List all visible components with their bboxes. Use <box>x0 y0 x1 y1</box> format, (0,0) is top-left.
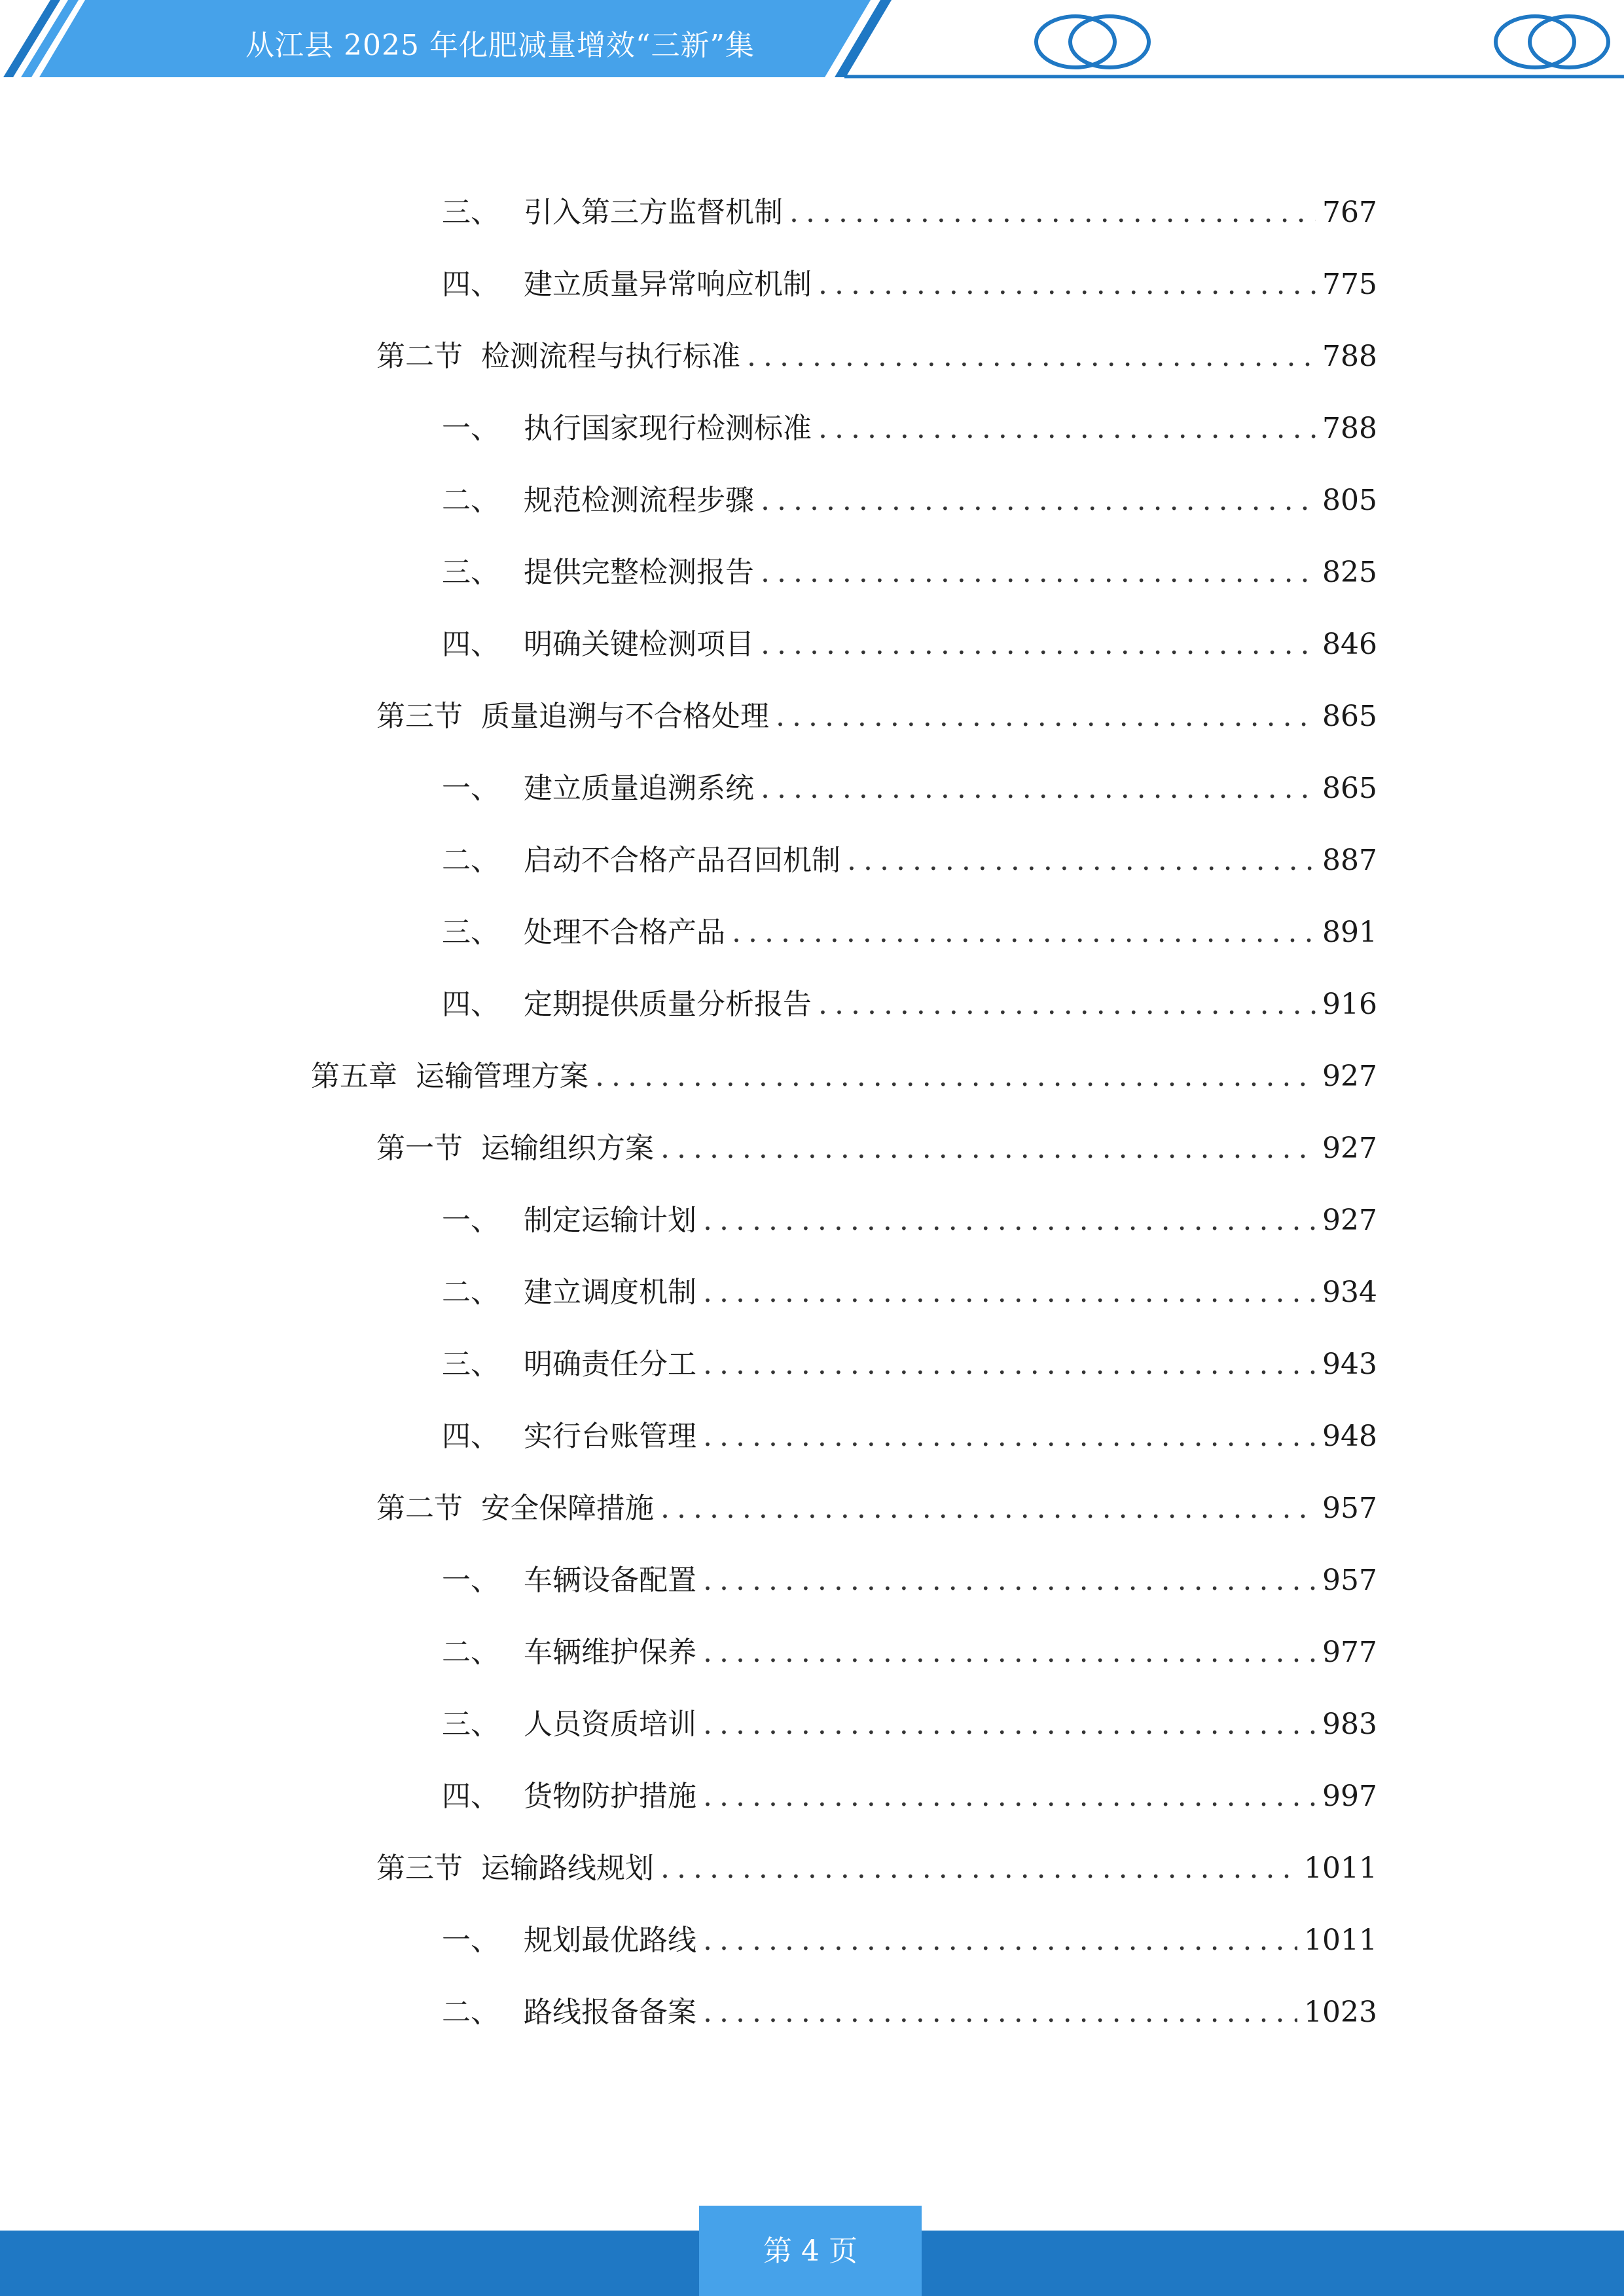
toc-entry-page: 983 <box>1322 1708 1377 1741</box>
toc-entry-title: 规范检测流程步骤 <box>524 484 754 517</box>
toc-entry[interactable] <box>442 1342 1377 1388</box>
toc-entry-page: 948 <box>1322 1420 1377 1453</box>
toc-entry-number: 第二节 <box>376 340 463 373</box>
toc-entry-number: 第一节 <box>376 1132 463 1165</box>
toc-dot-leader <box>761 622 1316 668</box>
toc-dot-leader <box>703 1558 1316 1604</box>
toc-entry-title: 明确关键检测项目 <box>524 628 754 661</box>
toc-entry-page: 865 <box>1322 772 1377 805</box>
toc-entry-number: 三、 <box>442 196 499 229</box>
toc-entry-number: 四、 <box>442 1780 499 1813</box>
toc-dot-leader <box>703 1414 1316 1460</box>
toc-entry-title: 执行国家现行检测标准 <box>524 412 812 445</box>
toc-entry-title: 运输组织方案 <box>481 1132 654 1165</box>
toc-entry[interactable] <box>442 550 1377 596</box>
toc-entry-page: 957 <box>1322 1492 1377 1525</box>
toc-dot-leader <box>818 406 1316 452</box>
toc-entry[interactable] <box>442 262 1377 308</box>
toc-entry-title: 制定运输计划 <box>524 1204 696 1237</box>
toc-entry-page: 916 <box>1322 988 1377 1021</box>
toc-entry[interactable] <box>442 1774 1377 1820</box>
toc-entry-title: 建立调度机制 <box>524 1276 696 1309</box>
toc-entry[interactable] <box>442 406 1377 452</box>
toc-entry-number: 三、 <box>442 1708 499 1741</box>
toc-entry-page: 934 <box>1322 1276 1377 1309</box>
toc-entry-title: 人员资质培训 <box>524 1708 696 1741</box>
toc-entry[interactable] <box>442 478 1377 524</box>
toc-dot-leader <box>847 838 1316 884</box>
toc-entry[interactable] <box>376 1846 1377 1892</box>
toc-entry-number: 二、 <box>442 1996 499 2029</box>
toc-entry-page: 1011 <box>1304 1852 1377 1885</box>
toc-dot-leader <box>818 982 1316 1028</box>
toc-entry-title: 建立质量追溯系统 <box>524 772 754 805</box>
toc-entry-page: 788 <box>1322 412 1377 445</box>
toc-dot-leader <box>732 910 1316 956</box>
toc-entry-number: 第二节 <box>376 1492 463 1525</box>
toc-dot-leader <box>818 262 1316 308</box>
toc-dot-leader <box>761 550 1316 596</box>
toc-entry-number: 二、 <box>442 1276 499 1309</box>
toc-entry-page: 846 <box>1322 628 1377 661</box>
toc-entry[interactable] <box>311 1054 1377 1100</box>
toc-entry[interactable] <box>442 982 1377 1028</box>
toc-entry-number: 一、 <box>442 1564 499 1597</box>
toc-entry-number: 一、 <box>442 772 499 805</box>
toc-entry-title: 质量追溯与不合格处理 <box>481 700 769 733</box>
toc-entry[interactable] <box>376 334 1377 380</box>
toc-entry-number: 四、 <box>442 1420 499 1453</box>
toc-entry-page: 805 <box>1322 484 1377 517</box>
toc-entry-number: 三、 <box>442 916 499 949</box>
toc-entry[interactable] <box>442 1990 1377 2036</box>
toc-entry-title: 明确责任分工 <box>524 1348 696 1381</box>
toc-entry-number: 二、 <box>442 1636 499 1669</box>
double-ring-icon <box>1036 16 1149 67</box>
toc-entry-title: 规划最优路线 <box>524 1924 696 1957</box>
toc-entry[interactable] <box>442 910 1377 956</box>
toc-entry[interactable] <box>442 1702 1377 1748</box>
toc-entry-number: 四、 <box>442 268 499 301</box>
toc-dot-leader <box>703 1342 1316 1388</box>
toc-entry-page: 977 <box>1322 1636 1377 1669</box>
toc-entry[interactable] <box>442 1414 1377 1460</box>
toc-dot-leader <box>703 1702 1316 1748</box>
toc-dot-leader <box>703 1990 1297 2036</box>
toc-entry-title: 建立质量异常响应机制 <box>524 268 812 301</box>
toc-entry-number: 二、 <box>442 844 499 877</box>
toc-dot-leader <box>703 1918 1297 1964</box>
toc-entry[interactable] <box>376 1486 1377 1532</box>
toc-entry-title: 车辆设备配置 <box>524 1564 696 1597</box>
toc-entry-page: 767 <box>1322 196 1377 229</box>
toc-entry-number: 一、 <box>442 1204 499 1237</box>
toc-entry-number: 一、 <box>442 1924 499 1957</box>
toc-entry-title: 运输管理方案 <box>416 1060 588 1093</box>
toc-dot-leader <box>660 1486 1316 1532</box>
page-number: 第 4 页 <box>763 2234 857 2268</box>
toc-entry-page: 943 <box>1322 1348 1377 1381</box>
toc-entry-page: 927 <box>1322 1132 1377 1165</box>
toc-entry-title: 车辆维护保养 <box>524 1636 696 1669</box>
toc-entry[interactable] <box>376 694 1377 740</box>
toc-entry[interactable] <box>442 1270 1377 1316</box>
toc-dot-leader <box>776 694 1316 740</box>
toc-entry-number: 四、 <box>442 988 499 1021</box>
document-title: 从江县 2025 年化肥减量增效“三新”集 <box>245 29 755 62</box>
toc-entry-number: 三、 <box>442 556 499 589</box>
toc-entry-page: 887 <box>1322 844 1377 877</box>
toc-entry-page: 927 <box>1322 1204 1377 1237</box>
toc-dot-leader <box>761 478 1316 524</box>
toc-entry-number: 第三节 <box>376 700 463 733</box>
toc-entry-title: 提供完整检测报告 <box>524 556 754 589</box>
toc-entry-page: 957 <box>1322 1564 1377 1597</box>
toc-entry-page: 927 <box>1322 1060 1377 1093</box>
page-header <box>0 0 1624 85</box>
toc-entry-title: 货物防护措施 <box>524 1780 696 1813</box>
toc-entry[interactable] <box>442 1630 1377 1676</box>
toc-dot-leader <box>789 190 1316 236</box>
toc-dot-leader <box>660 1846 1297 1892</box>
toc-entry-number: 四、 <box>442 628 499 661</box>
toc-entry-number: 三、 <box>442 1348 499 1381</box>
toc-entry-title: 引入第三方监督机制 <box>524 196 783 229</box>
toc-entry[interactable] <box>442 838 1377 884</box>
toc-entry-title: 处理不合格产品 <box>524 916 725 949</box>
toc-entry[interactable] <box>442 1558 1377 1604</box>
toc-entry-page: 997 <box>1322 1780 1377 1813</box>
toc-entry-page: 775 <box>1322 268 1377 301</box>
toc-entry-title: 安全保障措施 <box>481 1492 654 1525</box>
toc-entry-number: 第三节 <box>376 1852 463 1885</box>
toc-dot-leader <box>595 1054 1316 1100</box>
toc-entry-page: 1011 <box>1304 1924 1377 1957</box>
toc-entry[interactable] <box>442 766 1377 812</box>
toc-entry-page: 865 <box>1322 700 1377 733</box>
toc-entry[interactable] <box>442 622 1377 668</box>
toc-dot-leader <box>703 1270 1316 1316</box>
toc-entry[interactable] <box>376 1126 1377 1172</box>
toc-dot-leader <box>703 1198 1316 1244</box>
toc-entry-number: 第五章 <box>311 1060 397 1093</box>
toc-entry[interactable] <box>442 190 1377 236</box>
toc-dot-leader <box>747 334 1316 380</box>
toc-entry[interactable] <box>442 1918 1377 1964</box>
toc-dot-leader <box>703 1774 1316 1820</box>
toc-entry-title: 运输路线规划 <box>481 1852 654 1885</box>
double-ring-icon <box>1496 16 1608 67</box>
toc-dot-leader <box>703 1630 1316 1676</box>
toc-entry-title: 定期提供质量分析报告 <box>524 988 812 1021</box>
toc-entry-title: 检测流程与执行标准 <box>481 340 740 373</box>
toc-dot-leader <box>660 1126 1316 1172</box>
toc-entry-page: 825 <box>1322 556 1377 589</box>
toc-entry-title: 实行台账管理 <box>524 1420 696 1453</box>
toc-entry-page: 1023 <box>1304 1996 1377 2029</box>
toc-entry[interactable] <box>442 1198 1377 1244</box>
toc-entry-title: 路线报备备案 <box>524 1996 696 2029</box>
toc-entry-number: 二、 <box>442 484 499 517</box>
toc-dot-leader <box>761 766 1316 812</box>
toc-entry-title: 启动不合格产品召回机制 <box>524 844 840 877</box>
toc-entry-page: 788 <box>1322 340 1377 373</box>
toc-entry-number: 一、 <box>442 412 499 445</box>
toc-entry-page: 891 <box>1322 916 1377 949</box>
